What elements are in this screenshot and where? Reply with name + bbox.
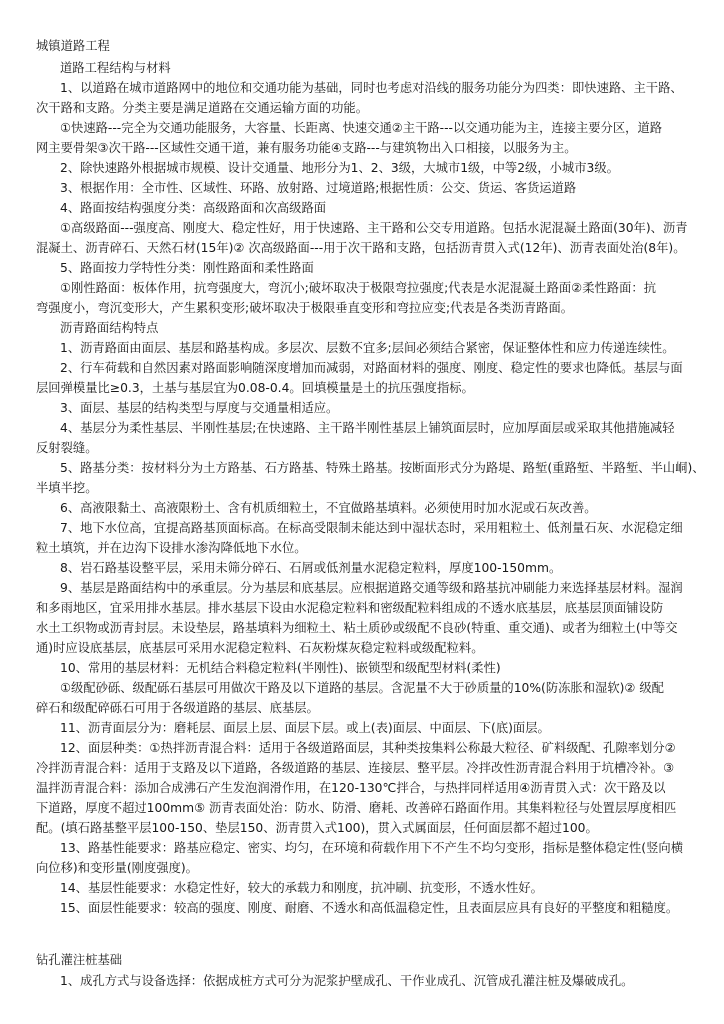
paragraph-line: 层回弹模量比≥0.3，土基与基层宜为0.08-0.4。回填模量是土的抗压强度指标。 <box>36 381 474 395</box>
paragraph-line: 网主要骨架③次干路---区域性交通干道，兼有服务功能④支路---与建筑物出入口相接，以服务为主。 <box>36 141 577 155</box>
paragraph-line: 向位移)和变形量(刚度强度)。 <box>36 861 198 875</box>
paragraph-line: 弯强度小，弯沉变形大，产生累积变形;破坏取决于极限垂直变形和弯拉应变;代表是各类沥青路面。 <box>36 301 574 315</box>
paragraph-line: 1、沥青路面由面层、基层和路基构成。多层次、层数不宜多;层间必须结合紧密，保证整体性和应力传递连续性。 <box>60 341 675 355</box>
paragraph-line: 5、路面按力学特性分类：刚性路面和柔性路面 <box>60 261 314 275</box>
paragraph-line: 12、面层种类：①热拌沥青混合料：适用于各级道路面层，其种类按集料公称最大粒径、矿料级配、孔隙率划分② <box>60 741 676 755</box>
paragraph-line: 半填半挖。 <box>36 481 98 495</box>
paragraph-line: 14、基层性能要求：水稳定性好，较大的承载力和刚度，抗冲刷、抗变形，不透水性好。 <box>60 881 543 895</box>
paragraph-line: ①高级路面---强度高、刚度大、稳定性好，用于快速路、主干路和公交专用道路。包括水泥混凝土路面(30年)、沥青 <box>60 221 688 235</box>
paragraph-line: 8、岩石路基设整平层，采用未筛分碎石、石屑或低剂量水泥稳定粒料，厚度100-150mm。 <box>60 561 562 575</box>
paragraph-line: 6、高液限黏土、高液限粉土、含有机质细粒土，不宜做路基填料。必须使用时加水泥或石灰改善。 <box>60 501 597 515</box>
paragraph-line: 和多雨地区，宜采用排水基层。排水基层下设由水泥稳定粒料和密级配粒料组成的不透水底基层，底基层顶面铺设防 <box>36 601 664 615</box>
paragraph-line: 4、路面按结构强度分类：高级路面和次高级路面 <box>60 201 327 215</box>
paragraph-line: 反射裂缝。 <box>36 441 98 455</box>
paragraph-line: 7、地下水位高，宜提高路基顶面标高。在标高受限制未能达到中湿状态时，采用粗粒土、低剂量石灰、水泥稳定细 <box>60 521 683 535</box>
paragraph-line: 混凝土、沥青碎石、天然石材(15年)② 次高级路面---用于次干路和支路，包括沥青贯入式(12年)、沥青表面处治(8年)。 <box>36 241 686 255</box>
paragraph-line: 通)时应设底基层，底基层可采用水泥稳定粒料、石灰粉煤灰稳定粒料或级配粒料。 <box>36 641 484 655</box>
paragraph-line: 配。(填石路基整平层100-150、垫层150、沥青贯入式100)，贯入式属面层，任何面层都不超过100。 <box>36 821 598 835</box>
paragraph-line: ①级配砂砾、级配砾石基层可用做次干路及以下道路的基层。含泥量不大于砂质量的10%(防冻胀和湿软)② 级配 <box>60 681 664 695</box>
paragraph-line: 13、路基性能要求：路基应稳定、密实、均匀，在环境和荷载作用下不产生不均匀变形，指标是整体稳定性(竖向横 <box>60 841 683 855</box>
paragraph-line: 11、沥青面层分为：磨耗层、面层上层、面层下层。或上(表)面层、中面层、下(底)面层。 <box>60 721 550 735</box>
paragraph-line: 5、路基分类：按材料分为土方路基、石方路基、特殊土路基。按断面形式分为路堤、路堑(重路堑、半路堑、半山峒)、 <box>60 461 705 475</box>
paragraph-line: 3、根据作用：全市性、区域性、环路、放射路、过境道路;根据性质：公交、货运、客货运道路 <box>60 181 577 195</box>
paragraph-line: 3、面层、基层的结构类型与厚度与交通量相适应。 <box>60 401 339 415</box>
paragraph-line: 10、常用的基层材料：无机结合料稳定粒料(半刚性)、嵌锁型和级配型材料(柔性) <box>60 661 501 675</box>
paragraph-line: 15、面层性能要求：较高的强度、刚度、耐磨、不透水和高低温稳定性，且表面层应具有良好的平整度和粗糙度。 <box>60 901 679 915</box>
paragraph-line: 9、基层是路面结构中的承重层。分为基层和底基层。应根据道路交通等级和路基抗冲刷能力来选择基层材料。湿润 <box>60 581 683 595</box>
paragraph-line: ①刚性路面：板体作用，抗弯强度大，弯沉小;破坏取决于极限弯拉强度;代表是水泥混凝土路面②柔性路面：抗 <box>60 281 656 295</box>
paragraph-line: 1、成孔方式与设备选择：依据成桩方式可分为泥浆护壁成孔、干作业成孔、沉管成孔灌注桩及爆破成孔。 <box>60 974 634 988</box>
paragraph-line: 温拌沥青混合料：添加合成沸石产生发泡润滑作用，在120-130℃拌合，与热拌同样适用④沥青贯入式：次干路及以 <box>36 781 666 795</box>
section-title: 钻孔灌注桩基础 <box>36 953 123 967</box>
subsection-title: 沥青路面结构特点 <box>60 321 159 335</box>
paragraph-line: 下道路，厚度不超过100mm⑤ 沥青表面处治：防水、防滑、磨耗、改善碎石路面作用。其集料粒径与处置层厚度相匹 <box>36 801 677 815</box>
paragraph-line: 粒土填筑，并在边沟下设排水渗沟降低地下水位。 <box>36 541 307 555</box>
paragraph-line: 2、除快速路外根据城市规模、设计交通量、地形分为1、2、3级，大城市1级，中等2级，小城市3级。 <box>60 161 619 175</box>
paragraph-line: ①快速路---完全为交通功能服务，大容量、长距离、快速交通②主干路---以交通功能为主，连接主要分区，道路 <box>60 121 663 135</box>
subsection-title: 道路工程结构与材料 <box>60 61 171 75</box>
paragraph-line: 水土工织物或沥青封层。未设垫层，路基填料为细粒土、粘土质砂或级配不良砂(特重、重交通)、或者为细粒土(中等交 <box>36 621 678 635</box>
paragraph-line: 2、行车荷载和自然因素对路面影响随深度增加而减弱，对路面材料的强度、刚度、稳定性的要求也降低。基层与面 <box>60 361 683 375</box>
paragraph-line: 1、以道路在城市道路网中的地位和交通功能为基础，同时也考虑对沿线的服务功能分为四类：即快速路、主干路、 <box>60 81 683 95</box>
paragraph-line: 碎石和级配碎砾石可用于各级道路的基层、底基层。 <box>36 701 319 715</box>
paragraph-line: 4、基层分为柔性基层、半刚性基层;在快速路、主干路半刚性基层上铺筑面层时，应加厚面层或采取其他措施减轻 <box>60 421 675 435</box>
paragraph-line: 次干路和支路。分类主要是满足道路在交通运输方面的功能。 <box>36 101 369 115</box>
section-title: 城镇道路工程 <box>36 39 110 53</box>
paragraph-line: 冷拌沥青混合料：适用于支路及以下道路，各级道路的基层、连接层、整平层。冷拌改性沥青混合料用于坑槽冷补。③ <box>36 761 675 775</box>
